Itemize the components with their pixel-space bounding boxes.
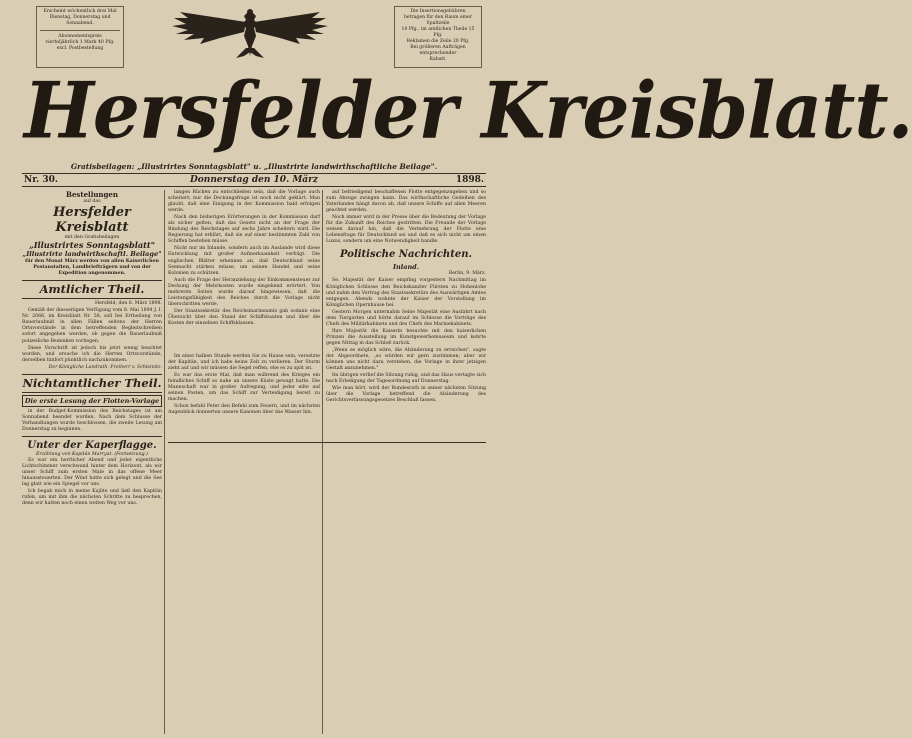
eagle-emblem-icon <box>170 6 330 60</box>
box-text: vierteljährlich 1 Mark 40 Pfg. <box>45 40 115 45</box>
paragraph: Noch immer wird in der Presse über die Bedeutung der Vorlage für die Zukunft des Reiches gestritten. Die Freunde der Vorlage weisen darauf hin, daß die Vermehrung der Flotte eine Lebensfrage für Deutschland sei und daß es sich nicht um einen Luxus, sondern um eine Notwendigkeit handle. <box>326 215 486 245</box>
paragraph: Gestern Morgen unternahm Seine Majestät eine Ausfahrt nach dem Tiergarten und hörte darauf im Schlosse die Vorträge des Chefs des Militärkabinets und des Chefs des Marinekabinets. <box>326 309 486 327</box>
box-text: Rabatt. <box>429 57 447 62</box>
box-divider <box>40 30 120 31</box>
paragraph: Es war ein herrlicher Abend und jeder eigentliche Lichtschimmer verschwand hinter dem Horizont, als wir unser Schiff zum ersten Male in das offene Meer hinaussteuerten. Der Wind hatte sich gelegt und die See lag glatt wie ein Spiegel vor uns. <box>22 457 162 488</box>
paragraph: Berlin, 9. März. <box>448 271 486 277</box>
dateline <box>22 173 486 187</box>
ad-text: mit den Gratisbeilagen <box>64 235 120 241</box>
paragraph: „Wenn es möglich wäre, die Abänderung zu erreichen", sagte der Abgeordnete, „so würden wir gern zustimmen; aber wir können uns nicht dazu verstehen, die Vorlage in ihrer jetzigen Gestalt anzunehmen." <box>326 347 486 372</box>
column-rule <box>164 190 165 734</box>
supplements-line: Gratisbeilagen: „Illustrirtes Sonntagsblatt" u. „Illustrirte landwirthschaftliche Beilage". <box>70 162 438 171</box>
paragraph: Im übrigen verlief die Sitzung ruhig, und das Haus vertagte sich nach Erledigung der Tagesordnung auf Donnerstag. <box>326 373 486 385</box>
box-text: 10 Pfg., im amtlichen Theile 15 Pfg. <box>401 27 475 38</box>
column-2 <box>168 190 320 734</box>
serial-story-subtitle: Erzählung von Kapitän Marryat. (Fortsetzung.) <box>36 451 148 457</box>
box-text: Reklamen die Zeile 20 Pfg. <box>406 39 470 44</box>
issue-date: Donnerstag den 10. März <box>190 175 318 185</box>
box-text: excl. Postbestellung <box>56 46 104 51</box>
issue-year: 1898. <box>455 175 484 185</box>
paragraph: Wie man hört, wird der Bundesrath in seiner nächsten Sitzung über die Vorlage betreffend die Abänderung des Gerichtsverfassungsgesetzes Beschluß fassen. <box>326 386 486 404</box>
box-text: betragen für den Raum einer Spaltzeile <box>403 15 473 26</box>
paragraph: Hersfeld, den 6. März 1898. <box>95 301 162 307</box>
paragraph: Gemäß der diesseitigen Verfügung vom 8. Mai 1894 J. I. Nr. 2066, im Kreisblatt Nr. 58, soll bei Ertheilung von Bauerlaubniß in allen Fällen seitens der Herren Ortsvorstände in dem betreffenden Begleitschreiben sofort angegeben werden, ob gegen die Bauerlaubniß polizeiliche Bedenken vorliegen. <box>22 308 162 344</box>
issue-number: Nr. 30. <box>24 175 59 185</box>
paragraph: Der Königliche Landrath. Freiherr v. Schleinitz. <box>48 364 162 370</box>
paragraph: langen Rücken zu entschließen sein, daß die Vorlage auch scheitert; nur die Deckungsfrage ist noch nicht geklärt. Man glaubt, daß eine Einigung in der Kommission bald erfolgen werde. <box>168 190 320 214</box>
paragraph: Auch die Frage der Heranziehung der Einkommensteuer zur Deckung der Mehrkosten wurde eingehend erörtert. Von mehreren Seiten wurde darauf hingewiesen, daß die Leistungsfähigkeit des Reiches durch die Vorlage nicht überschritten werde. <box>168 277 320 307</box>
column-rule <box>322 190 323 734</box>
spacer <box>168 328 320 354</box>
box-text: Dienstag, Donnerstag und Sonnabend. <box>49 15 111 26</box>
paragraph: Nicht nur im Inlande, sondern auch im Auslande wird diese Entwicklung mit großer Aufmerksamkeit verfolgt. Die englischen Blätter erkennen an, daß Deutschland seine Seemacht stärken müsse, um seinen Handel und seine Kolonien zu schützen. <box>168 246 320 276</box>
masthead-title: Hersfelder Kreisblatt. <box>24 65 912 157</box>
article-heading: Die erste Lesung der Flotten-Vorlage <box>22 395 162 407</box>
paragraph: Schon befahl Peter den Befehl zum Feuern, und im nächsten Augenblick donnerten unsere Kanonen über das Wasser hin. <box>168 404 320 416</box>
serial-story-title: Unter der Kaperflagge. <box>22 436 162 452</box>
paragraph: in der Budget-Kommission des Reichstages ist am Sonnabend beendet worden. Nach dem Schlusse der Verhandlungen wurde beschlossen, die zweite Lesung am Donnerstag zu beginnen. <box>22 408 162 432</box>
column-3 <box>326 190 486 734</box>
ad-supplement-1: „Illustrirtes Sonntagsblatt" <box>29 240 155 251</box>
feuilleton-rule <box>168 442 486 443</box>
paragraph: Nach den bisherigen Erörterungen in der Kommission darf als sicher gelten, daß das Gesetz nicht an der Frage der Bindung des Reichstages auf sechs Jahre scheitern wird. Die Regierung hat erklärt, daß sie auf einer bestimmten Zahl von Schiffen bestehen müsse. <box>168 215 320 245</box>
ad-supplement-2: „Illustrirte landwirthschaftl. Beilage" <box>22 250 162 259</box>
section-heading-political: Politische Nachrichten. <box>340 249 472 261</box>
box-text: Abonnementspreis <box>58 34 102 39</box>
ad-text: auf das <box>83 199 101 204</box>
paragraph: Im einer halben Stunde werden Sie zu Hause sein, versetzte der Kapitän, und ich habe keine Zeit zu verlieren. Der Sturm zieht auf und wir müssen die Segel reffen, ehe es zu spät ist. <box>168 354 320 372</box>
ad-heading: Bestellungen <box>66 190 118 199</box>
ad-text: für den Monat März werden von allen Kaiserlichen Postanstalten, Landbriefträgern und von der Expedition angenommen. <box>25 259 159 277</box>
paragraph: Ich begab mich in meine Kajüte und ließ den Kapitän rufen, um mit ihm die nächsten Schritte zu besprechen, denn wir hatten noch einen weiten Weg vor uns. <box>22 489 162 507</box>
paragraph: Se. Majestät der Kaiser empfing vorgestern Nachmittag im Königlichen Schlosse den Reichskanzler Fürsten zu Hohenlohe und nahm den Vortrag des Staatssekretärs des Auswärtigen Amtes entgegen. Abends wohnte der Kaiser der Vorstellung im Königlichen Opernhause bei. <box>326 278 486 308</box>
paragraph: Der Staatssekretär des Reichsmarineamts gab sodann eine Übersicht über den Stand der Schiffsbauten und über die Kosten der einzelnen Schiffsklassen. <box>168 308 320 326</box>
subscription-ad <box>22 190 162 277</box>
subsection-heading: Inland. <box>393 263 419 272</box>
paragraph: Es war das erste Mal, daß man während des Krieges ein feindliches Schiff so nahe an unsere Küste gewagt hatte. Die Mannschaft war in großer Aufregung, und jeder eilte auf seinen Posten, um das Schiff zur Verteidigung bereit zu machen. <box>168 373 320 403</box>
paragraph: auf befriedigend beschaffenen Flotte entgegenzugehen und so zum Abzuge zwingen kann. Das wirthschaftliche Gedeihen des Vaterlandes hängt davon ab, daß unsere Schiffe auf allen Meeren geachtet werden. <box>326 190 486 214</box>
paragraph: Ihre Majestät die Kaiserin besuchte mit den kaiserlichen Prinzen die Ausstellung im Kunstgewerbemuseum und kehrte gegen Mittag in das Schloß zurück. <box>326 328 486 346</box>
box-text: Die Insertionsgebühren <box>410 9 466 14</box>
paragraph: Diese Vorschrift ist jedoch bis jetzt wenig beachtet worden, und ersuche ich die Herren Ortsvorstände, derselben hinfort pünktlich nachzukommen. <box>22 345 162 363</box>
section-heading-official: Amtlicher Theil. <box>22 280 162 299</box>
box-text: Erscheint wöchentlich drei Mal <box>43 9 117 14</box>
section-heading-unofficial: Nichtamtlicher Theil. <box>22 374 162 393</box>
column-1 <box>22 190 162 734</box>
box-text: Bei größeren Aufträgen entsprechender <box>410 45 466 56</box>
ad-newspaper-name: Hersfelder Kreisblatt <box>53 205 131 236</box>
